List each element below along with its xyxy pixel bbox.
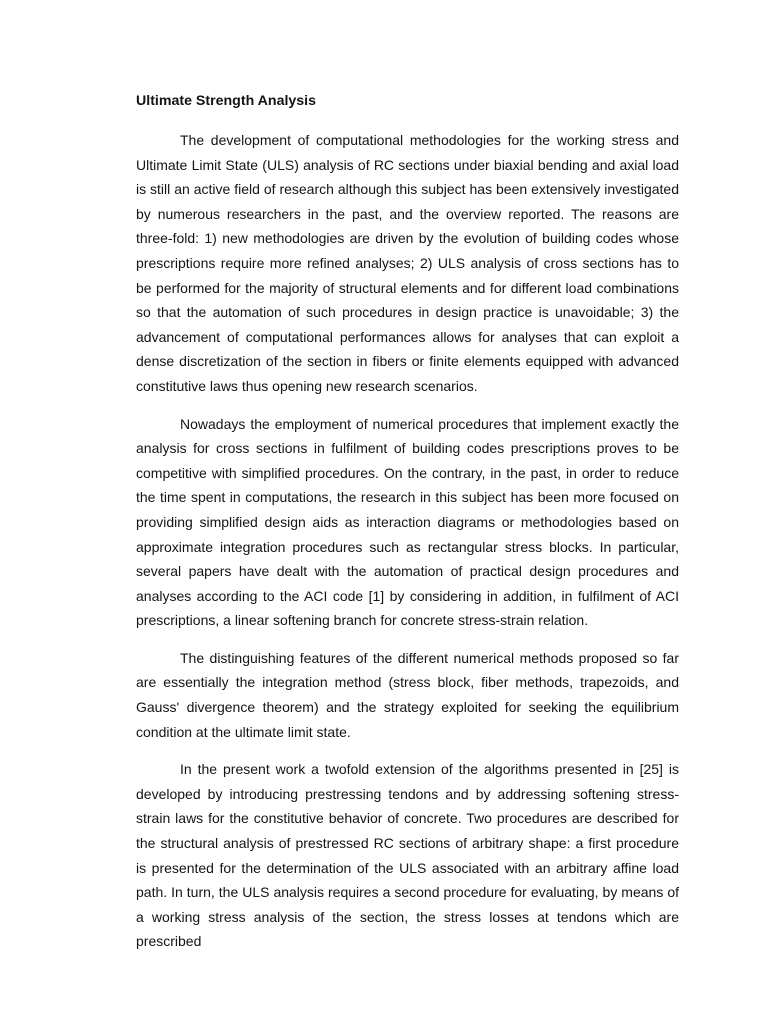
section-heading: Ultimate Strength Analysis (136, 93, 317, 109)
paragraph-1: The development of computational methodologies for the working stress and Ultimate Limit State (ULS) analysis of RC sections under biaxial bending and axial load is still an active field of research although this subject has been extensively investigated by numerous researchers in the past, and the overview reported. The reasons are three-fold: 1) new methodologies are driven by the evolution of building codes whose prescriptions require more refined analyses; 2) ULS analysis of cross sections has to be performed for the majority of structural elements and for different load combinations so that the automation of such procedures in design practice is unavoidable; 3) the advancement of computational performances allows for analyses that can exploit a dense discretization of the section in fibers or finite elements equipped with advanced constitutive laws thus opening new research scenarios. (136, 132, 679, 394)
paragraph-3: The distinguishing features of the different numerical methods proposed so far are essentially the integration method (stress block, fiber methods, trapezoids, and Gauss' divergence theorem) and the strategy exploited for seeking the equilibrium condition at the ultimate limit state. (136, 649, 679, 740)
paragraph-2: Nowadays the employment of numerical procedures that implement exactly the analysis for cross sections in fulfilment of building codes prescriptions proves to be competitive with simplified procedures. On the contrary, in the past, in order to reduce the time spent in computations, the research in this subject has been more focused on providing simplified design aids as interaction diagrams or methodologies based on approximate integration procedures such as rectangular stress blocks. In particular, several papers have dealt with the automation of practical design procedures and analyses according to the ACI code [1] by considering in addition, in fulfilment of ACI prescriptions, a linear softening branch for concrete stress-strain relation. (136, 415, 679, 629)
paragraph-4: In the present work a twofold extension of the algorithms presented in [25] is developed by introducing prestressing tendons and by addressing softening stress-strain laws for the constitutive behavior of concrete. Two procedures are described for the structural analysis of prestressed RC sections of arbitrary shape: a first procedure is presented for the determination of the ULS associated with an arbitrary affine load path. In turn, the ULS analysis requires a second procedure for evaluating, by means of a working stress analysis of the section, the stress losses at tendons which are prescribed (136, 761, 679, 950)
document-body (136, 89, 679, 967)
